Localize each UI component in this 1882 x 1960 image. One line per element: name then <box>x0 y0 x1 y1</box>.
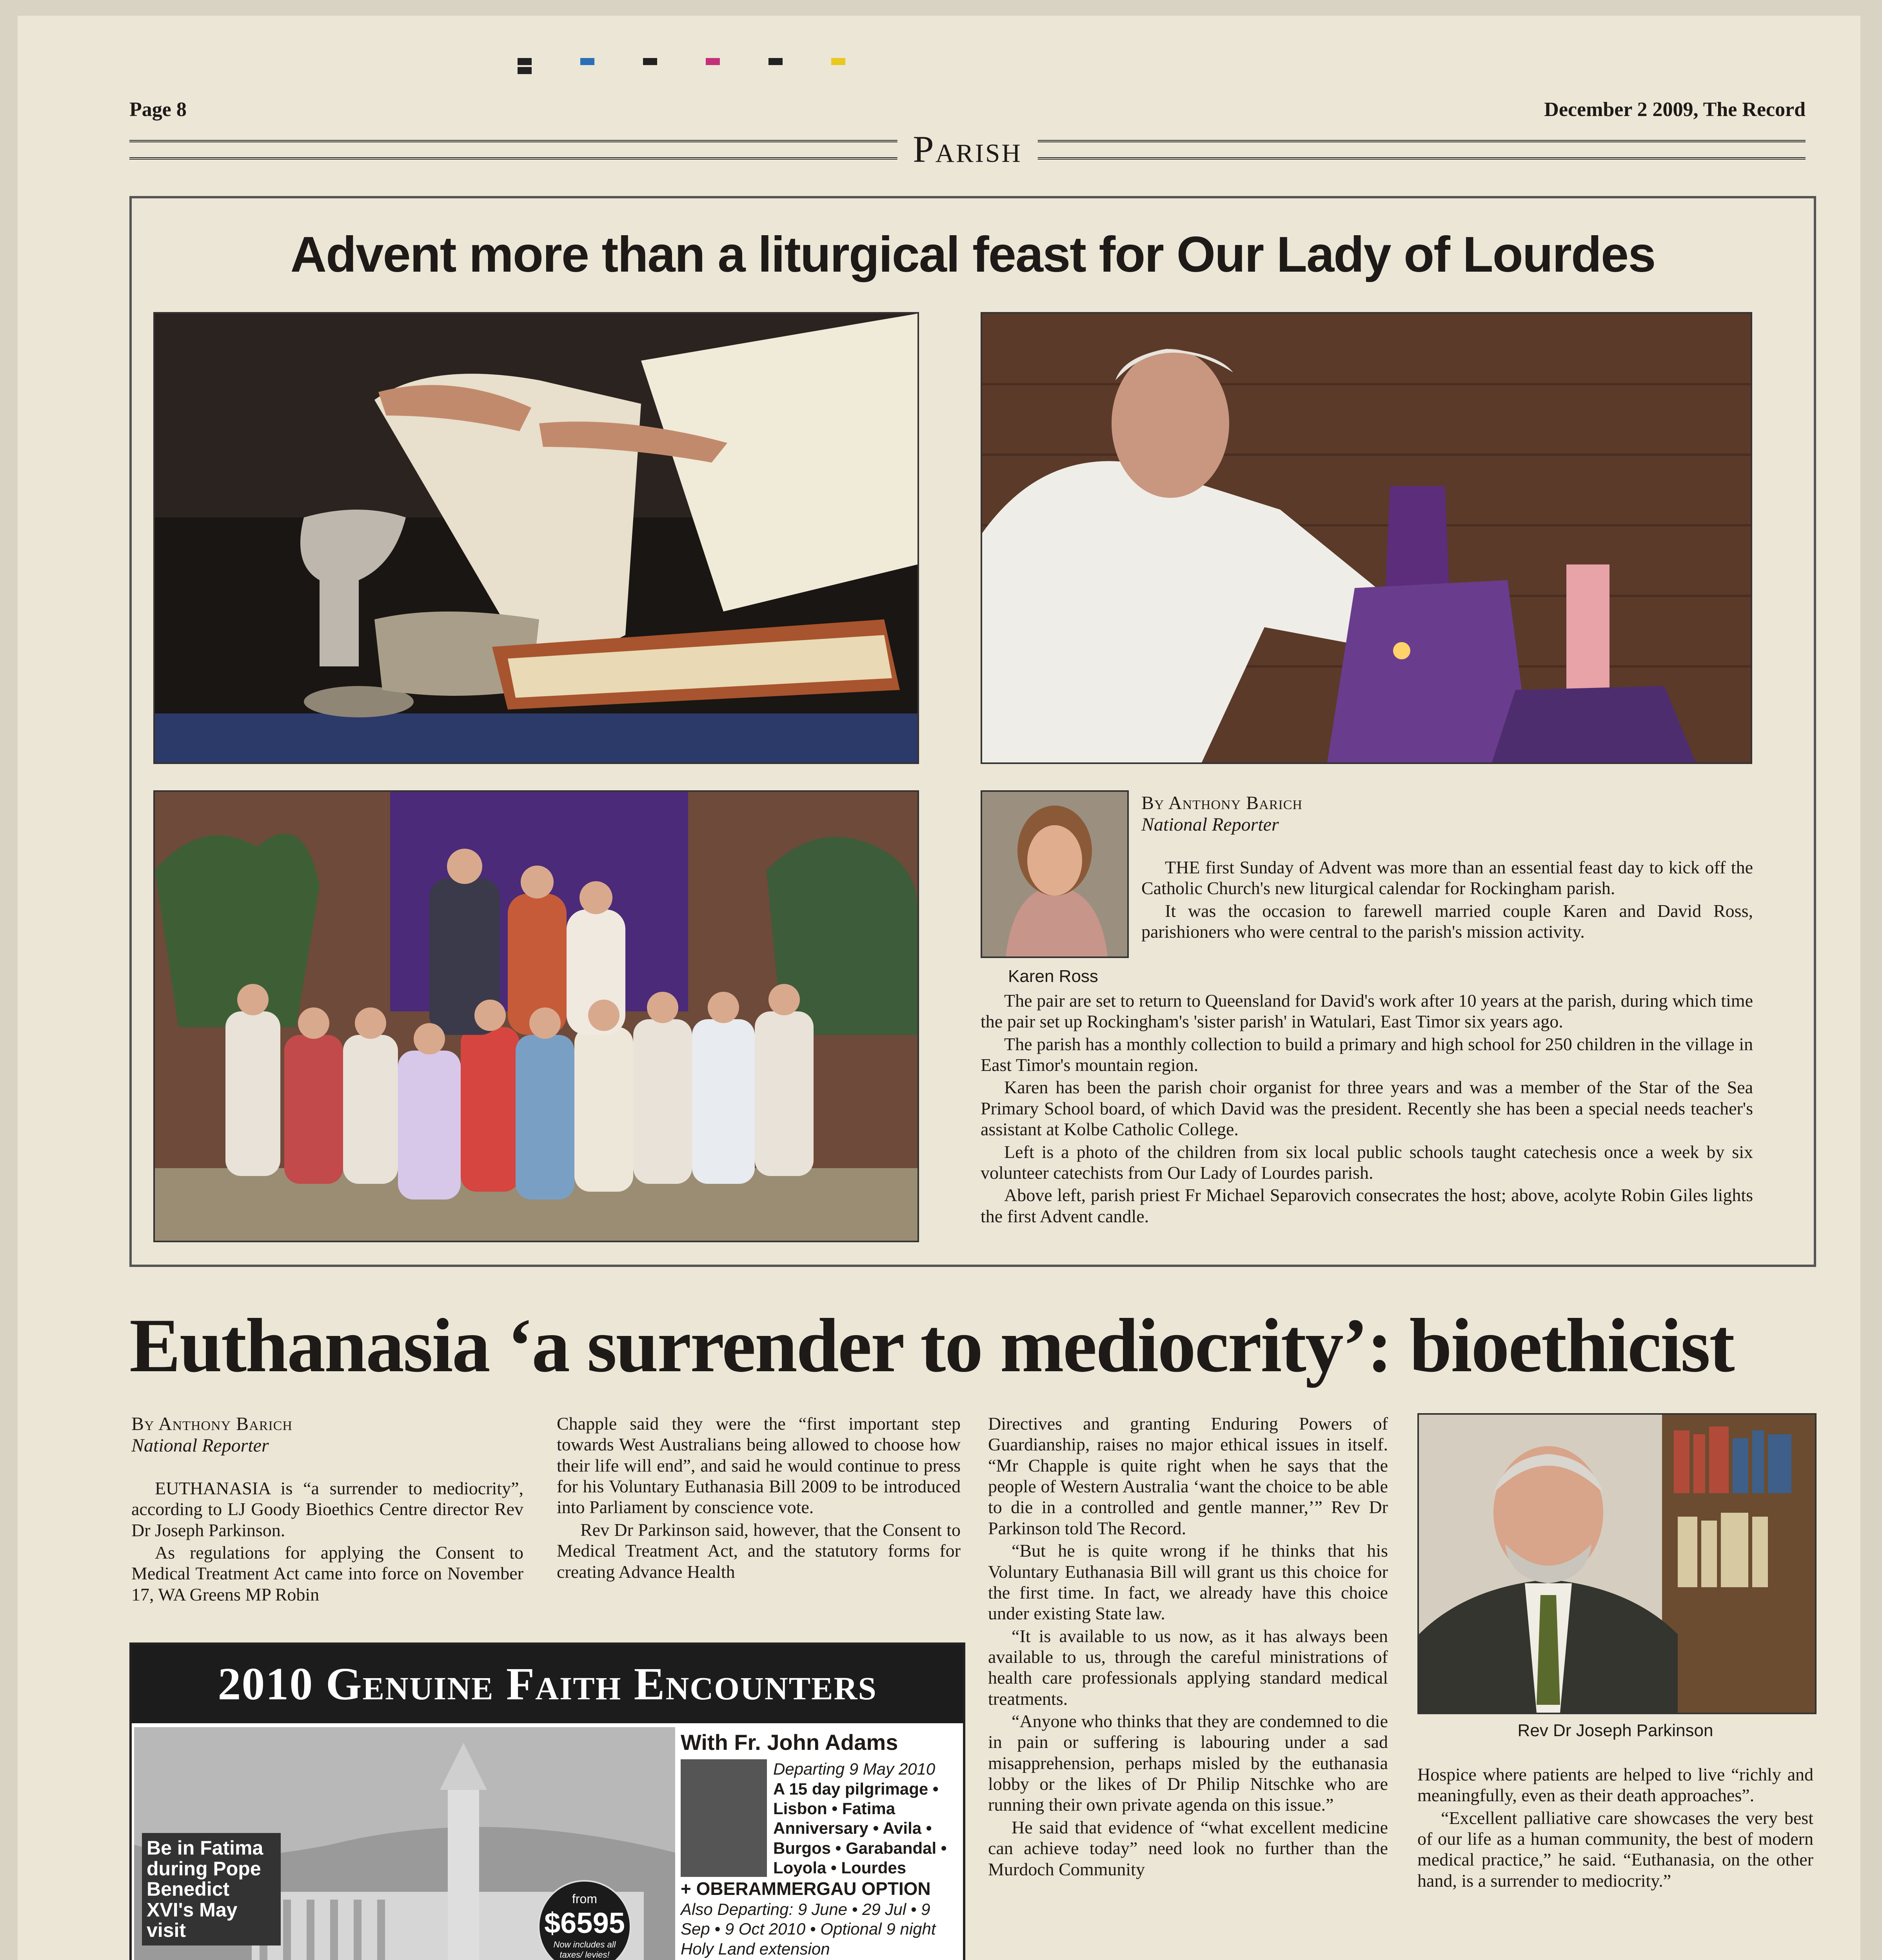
date-line: December 2 2009, The Record <box>1544 98 1806 121</box>
advent-reporter-role: National Reporter <box>1141 814 1279 835</box>
page-header <box>129 98 1806 122</box>
visitations-leader: With Fr. John Adams <box>681 1730 898 1755</box>
photo-joseph-parkinson <box>1417 1413 1817 1714</box>
ad-faith-title: 2010 Genuine Faith Encounters <box>132 1645 963 1723</box>
advent-body-upper <box>1141 857 1753 944</box>
euthanasia-paragraph: Chapple said they were the “first important step towards West Australians being allowed to choose how their life will end”, and said he would continue to press for his Voluntary Euthanasia Bill 2009 to be introduced into Parliament by conscience vote. <box>557 1414 961 1517</box>
euthanasia-paragraph: Directives and granting Enduring Powers of Guardianship, raises no major ethical issues in itself. “Mr Chapple is quite right when he says that the people of Western Australia ‘want the choice to be able to die in a controlled and gentle manner,’” Rev Dr Parkinson told The Record. <box>988 1414 1388 1538</box>
advent-paragraph: It was the occasion to farewell married couple Karen and David Ross, parishioners who were central to the parish's mission activity. <box>1141 900 1753 942</box>
price-from-label: from <box>572 1892 597 1906</box>
advent-story-box <box>129 196 1816 1267</box>
advent-byline: By Anthony Barich <box>1141 793 1303 813</box>
advent-paragraph: The pair are set to return to Queensland for David's work after 10 years at the parish, during which time the pair set up Rockingham's 'sister parish' in Watulari, East Timor six years ago. <box>981 991 1753 1032</box>
fatima-note: Be in Fatima during Pope Benedict XVI's May visit <box>142 1833 281 1945</box>
euthanasia-column-4 <box>1417 1764 1813 1893</box>
visitations-price-badge <box>538 1880 631 1960</box>
advent-byline-block <box>1141 792 1533 835</box>
visitations-details: A 15 day pilgrimage • Lisbon • Fatima Anniversary • Avila • Burgos • Garabandal • Loyola • Lourdes <box>773 1779 947 1877</box>
page-number: Page 8 <box>129 98 187 121</box>
euthanasia-paragraph: EUTHANASIA is “a surrender to mediocrity”, according to LJ Goody Bioethics Centre director Rev Dr Joseph Parkinson. <box>131 1478 523 1540</box>
euthanasia-paragraph: “But he is quite wrong if he thinks that his Voluntary Euthanasia Bill will grant us this choice for the first time. In fact, we already have this choice under existing State law. <box>988 1541 1388 1624</box>
priest-photo-adams <box>681 1759 767 1877</box>
euthanasia-paragraph: Hospice where patients are helped to live “richly and meaningfully, even as their death approaches”. <box>1417 1764 1813 1806</box>
visitations-price: $6595 <box>544 1907 625 1939</box>
euthanasia-column-3 <box>988 1413 1388 1881</box>
visitations-option: + OBERAMMERGAU OPTION <box>681 1878 931 1899</box>
section-bar <box>129 128 1806 170</box>
euthanasia-paragraph: As regulations for applying the Consent to Medical Treatment Act came into force on November 17, WA Greens MP Robin <box>131 1543 523 1604</box>
photo-karen-ross <box>981 790 1129 958</box>
photo-advent-candle <box>981 312 1752 764</box>
euthanasia-paragraph: “It is available to us now, as it has always been available to us, through the careful ministrations of health care professionals applying standard medical treatments. <box>988 1626 1388 1709</box>
advent-paragraph: Above left, parish priest Fr Michael Separovich consecrates the host; above, acolyte Robin Giles lights the first Advent candle. <box>981 1185 1753 1226</box>
euthanasia-column-2 <box>557 1413 961 1584</box>
euthanasia-paragraph: He said that evidence of “what excellent medicine can achieve today” need look no further than the Murdoch Community <box>988 1817 1388 1879</box>
section-title: Parish <box>897 127 1037 171</box>
visitations-photo <box>134 1727 675 1960</box>
advent-paragraph: Left is a photo of the children from six local public schools taught catechesis once a week by six volunteer catechists from Our Lady of Lourdes parish. <box>981 1142 1753 1183</box>
photo-children-group <box>153 790 919 1242</box>
euthanasia-byline-block <box>131 1413 523 1456</box>
harvest-pilgrimages-ad <box>129 1642 965 1960</box>
advent-headline: Advent more than a liturgical feast for Our Lady of Lourdes <box>290 227 1655 283</box>
euthanasia-paragraph: Rev Dr Parkinson said, however, that the Consent to Medical Treatment Act, and the statutory forms for creating Advance Health <box>557 1519 961 1582</box>
parkinson-caption: Rev Dr Joseph Parkinson <box>1517 1721 1713 1740</box>
euthanasia-reporter-role: National Reporter <box>131 1435 269 1456</box>
advent-paragraph: The parish has a monthly collection to build a primary and high school for 250 children in the village in East Timor's mountain region. <box>981 1034 1753 1075</box>
euthanasia-column-1 <box>131 1478 523 1606</box>
karen-ross-caption: Karen Ross <box>1008 967 1098 986</box>
photo-consecration <box>153 312 919 764</box>
visitations-also: Also Departing: 9 June • 29 Jul • 9 Sep • 9 Oct 2010 • Optional 9 night Holy Land extension <box>681 1900 936 1958</box>
euthanasia-paragraph: “Excellent palliative care showcases the very best of our life as a human community, the best of modern medical practice,” he said. “Euthanasia, on the other hand, is a surrender to mediocrity.” <box>1417 1808 1813 1891</box>
advent-body-lower <box>981 990 1753 1228</box>
advent-paragraph: Karen has been the parish choir organist for three years and was a member of the Star of the Sea Primary School board, of which David was the president. Recently she has been a special needs teacher's assistant at Kolbe Catholic College. <box>981 1077 1753 1140</box>
euthanasia-headline: Euthanasia ‘a surrender to mediocrity’: bioethicist <box>129 1303 1734 1388</box>
print-registration-marks <box>518 58 910 66</box>
price-note: Now includes all taxes/ levies! <box>553 1940 616 1960</box>
visitations-departing: Departing 9 May 2010 <box>773 1760 936 1779</box>
advent-paragraph: THE first Sunday of Advent was more than an essential feast day to kick off the Catholic Church's new liturgical calendar for Rockingham parish. <box>1141 857 1753 898</box>
euthanasia-byline: By Anthony Barich <box>131 1414 292 1434</box>
euthanasia-paragraph: “Anyone who thinks that they are condemned to die in pain or suffering is labouring under a sad misapprehension, perhaps misled by the euthanasia lobby or the likes of Dr Philip Nitschke who are running their own private agenda on this issue.” <box>988 1711 1388 1815</box>
visitations-info <box>681 1729 955 1959</box>
